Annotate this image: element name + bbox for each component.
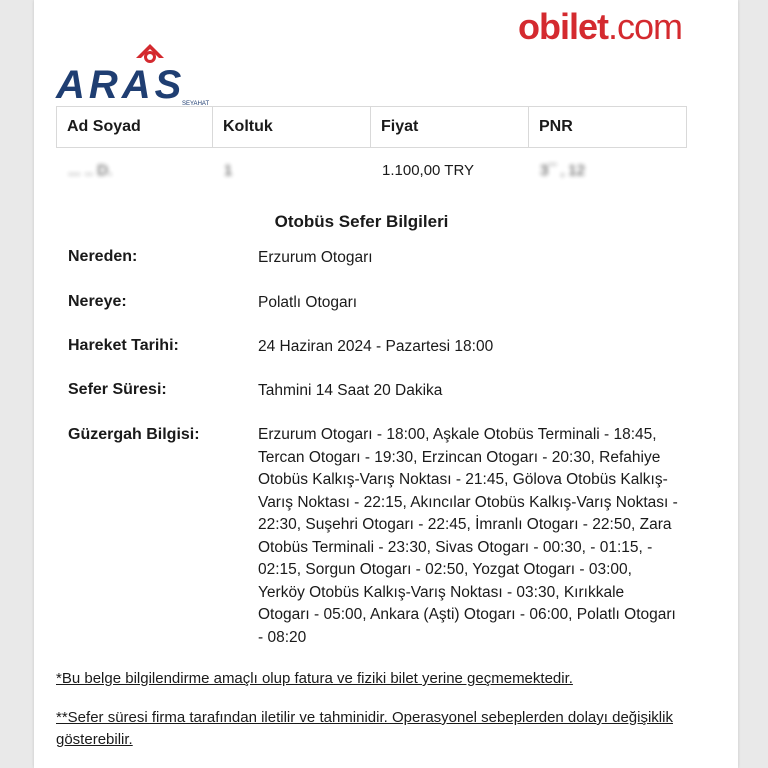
route-value: Erzurum Otogarı - 18:00, Aşkale Otobüs Terminali - 18:45, Tercan Otogarı - 19:30, Erzincan Otogarı - 20:30, Refahiye Otobüs Kalkış-Varış Noktası - 21:45, Gölova Otobüs Kalkış-Varış Noktası - 22:15, Akıncılar Otobüs Kalkış-Varış Noktası - 22:30, Suşehri Otogarı - 22:45, İmranlı Otogarı - 22:50, Zara Otobüs Terminali - 23:30, Sivas Otogarı - 00:30, - 01:15, - 02:15, Sorgun Otogarı - 02:50, Yozgat Otogarı - 03:00, Yerköy Otobüs Kalkış-Varış Noktası - 03:30, Kırıkkale Otogarı - 05:00, Ankara (Aşti) Otogarı - 06:00, Polatlı Otogarı - 08:20 bbox=[258, 426, 678, 646]
aras-subtitle: SEYAHAT bbox=[182, 101, 210, 106]
from-value: Erzurum Otogarı bbox=[258, 249, 373, 266]
to-label: Nereye: bbox=[68, 293, 127, 310]
departure-date-value: 24 Haziran 2024 - Pazartesi 18:00 bbox=[258, 338, 494, 355]
passenger-table-header bbox=[56, 106, 687, 148]
duration-value: Tahmini 14 Saat 20 Dakika bbox=[258, 382, 443, 399]
section-title: Otobüs Sefer Bilgileri bbox=[274, 212, 449, 231]
duration-note: **Sefer süresi firma tarafından iletilir ve tahminidir. Operasyonel sebeplerden dolayı değişiklik gösterebilir. bbox=[56, 709, 673, 748]
ticket-page bbox=[34, 0, 738, 768]
from-label: Nereden: bbox=[68, 248, 138, 265]
route-label: Güzergah Bilgisi: bbox=[68, 426, 200, 443]
passenger-name-cell: ... .. D. bbox=[68, 162, 113, 179]
to-value: Polatlı Otogarı bbox=[258, 294, 358, 311]
departure-date-label: Hareket Tarihi: bbox=[68, 337, 179, 354]
aras-seyahat-logo bbox=[54, 40, 224, 106]
duration-label: Sefer Süresi: bbox=[68, 381, 167, 398]
seat-cell: 1 bbox=[224, 162, 233, 179]
aras-logo-graphic bbox=[54, 40, 224, 106]
disclaimer-note: *Bu belge bilgilendirme amaçlı olup fatura ve fiziki bilet yerine geçmemektedir. bbox=[56, 670, 573, 687]
column-header-name: Ad Soyad bbox=[57, 107, 213, 148]
column-header-price: Fiyat bbox=[371, 107, 529, 148]
obilet-logo: obilet.com bbox=[518, 6, 683, 47]
pnr-cell: 3¯ ‚ 12 bbox=[540, 162, 585, 179]
passenger-row bbox=[56, 152, 686, 182]
column-header-seat: Koltuk bbox=[213, 107, 371, 148]
price-cell: 1.100,00 TRY bbox=[382, 162, 475, 179]
column-header-pnr: PNR bbox=[529, 107, 687, 148]
aras-wordmark: ARAS bbox=[56, 63, 186, 106]
